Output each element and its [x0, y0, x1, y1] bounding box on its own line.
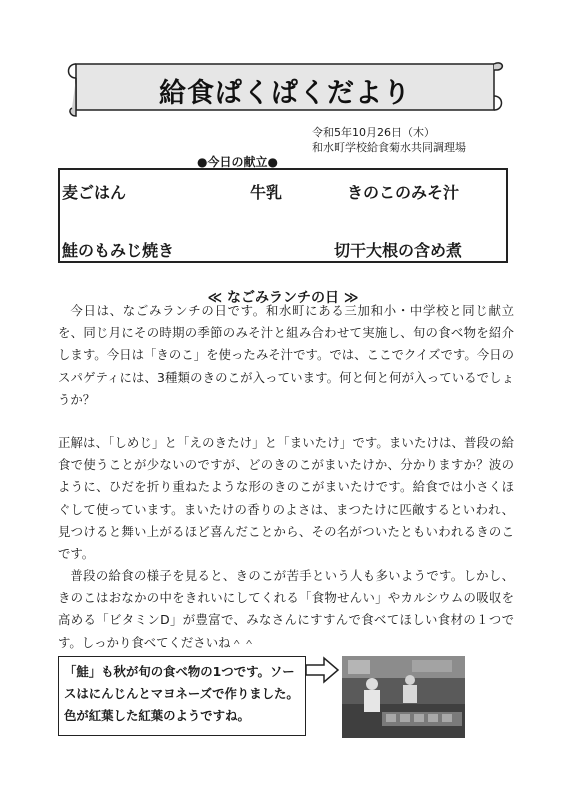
title-banner — [62, 58, 508, 122]
menu-item-milk: 牛乳 — [250, 183, 283, 202]
paragraph-nutrition: 普段の給食の様子を見ると、きのこが苦手という人も多いようです。しかし、きのこはおなかの中をきれいにしてくれる「食物せんい」やカルシウムの吸収を高める「ビタミンD」が豊富で、みなさんにすすんで食べてほしい食材の１つです。しっかり食べてくださいね＾＾ — [58, 568, 514, 650]
kitchen-photo — [342, 656, 465, 738]
menu-box — [58, 168, 508, 263]
menu-item-salmon: 鮭のもみじ焼き — [62, 241, 175, 260]
paragraph-intro: 今日は、なごみランチの日です。和水町にある三加和小・中学校と同じ献立を、同じ月にその時期の季節のみそ汁と組み合わせて実施し、旬の食べ物を紹介します。今日は「きのこ」を使ったみそ汁です。では、ここでクイズです。今日のスパゲティには、3種類のきのこが入っています。何と何と何が入っているでしょうか？ — [58, 303, 514, 407]
issue-date: 令和5年10月26日（木） — [312, 126, 435, 139]
menu-heading: ●今日の献立● — [197, 155, 278, 169]
newsletter-title: 給食ぱくぱくだより — [159, 78, 411, 109]
menu-item-daikon: 切干大根の含め煮 — [334, 241, 463, 260]
section-title: ≪ なごみランチの日 ≫ — [207, 290, 359, 306]
menu-item-soup: きのこのみそ汁 — [347, 183, 460, 202]
arrow-right-icon — [304, 655, 340, 685]
organization-name: 和水町学校給食菊水共同調理場 — [312, 141, 466, 154]
menu-item-rice: 麦ごはん — [62, 183, 127, 202]
photo-caption-box: 「鮭」も秋が旬の食べ物の1つです。ソースはにんじんとマヨネーズで作りました。色が紅葉した紅葉のようですね。 — [58, 656, 306, 736]
paragraph-answer: 正解は、「しめじ」と「えのきたけ」と「まいたけ」です。まいたけは、普段の給食で使うことが少ないのですが、どのきのこがまいたけか、分かりますか？波のように、ひだを折り重ねたような形のきのこがまいたけです。給食では小さくほぐして使っています。まいたけの香りのよさは、まつたけに匹敵するといわれ、見つけると舞い上がるほど喜んだことから、その名がついたともいわれるきのこです。 — [58, 435, 514, 562]
